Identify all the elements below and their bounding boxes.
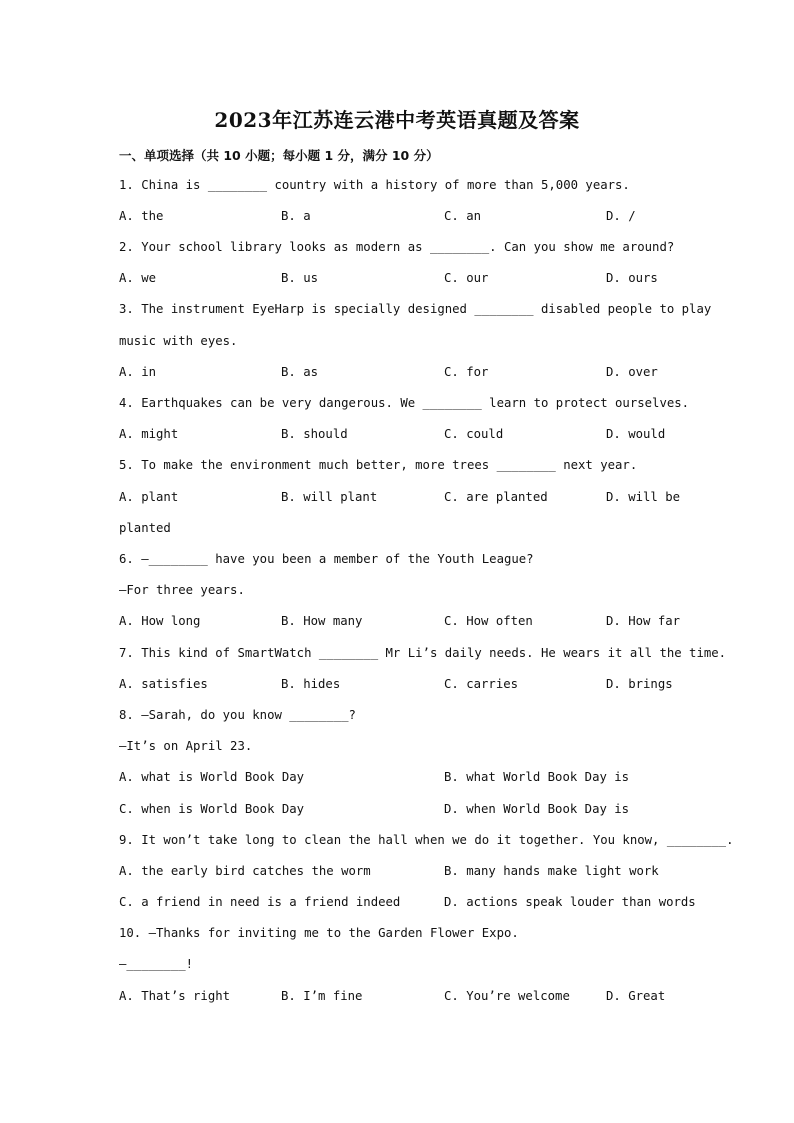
q10-option-d: D. Great: [606, 989, 666, 1003]
q3-option-c: C. for: [444, 365, 489, 379]
q1-option-a: A. the: [119, 209, 164, 223]
q3-option-b: B. as: [281, 365, 319, 379]
q9-option-a: A. the early bird catches the worm: [119, 864, 371, 878]
question-2-stem: 2. Your school library looks as modern as ________. Can you show me around?: [119, 240, 675, 254]
q1-option-d: D. /: [606, 209, 636, 223]
q10-option-b: B. I’m fine: [281, 989, 363, 1003]
question-5-stem: 5. To make the environment much better, more trees ________ next year.: [119, 458, 638, 472]
question-10-reply: —________!: [119, 957, 194, 971]
q6-option-c: C. How often: [444, 614, 533, 628]
q8-option-a: A. what is World Book Day: [119, 770, 305, 784]
q5-option-d: D. will be: [606, 490, 681, 504]
q7-option-c: C. carries: [444, 677, 519, 691]
q5-option-c: C. are planted: [444, 490, 548, 504]
q9-option-c: C. a friend in need is a friend indeed: [119, 895, 401, 909]
section-heading: 一、单项选择（共 10 小题；每小题 1 分，满分 10 分）: [119, 148, 439, 163]
q4-option-b: B. should: [281, 427, 348, 441]
q9-option-d: D. actions speak louder than words: [444, 895, 696, 909]
q10-option-a: A. That’s right: [119, 989, 231, 1003]
q8-option-b: B. what World Book Day is: [444, 770, 630, 784]
q7-option-b: B. hides: [281, 677, 341, 691]
q2-option-b: B. us: [281, 271, 319, 285]
question-3-stem: 3. The instrument EyeHarp is specially designed ________ disabled people to play: [119, 302, 712, 316]
q5-option-d-cont: planted: [119, 521, 171, 535]
q2-option-c: C. our: [444, 271, 489, 285]
q2-option-a: A. we: [119, 271, 157, 285]
question-10-stem: 10. —Thanks for inviting me to the Garden Flower Expo.: [119, 926, 519, 940]
question-4-stem: 4. Earthquakes can be very dangerous. We ________ learn to protect ourselves.: [119, 396, 690, 410]
q4-option-d: D. would: [606, 427, 666, 441]
question-1-stem: 1. China is ________ country with a history of more than 5,000 years.: [119, 178, 630, 192]
q6-option-b: B. How many: [281, 614, 363, 628]
q4-option-c: C. could: [444, 427, 504, 441]
q8-option-d: D. when World Book Day is: [444, 802, 630, 816]
q1-option-c: C. an: [444, 209, 482, 223]
q7-option-a: A. satisfies: [119, 677, 208, 691]
question-6-reply: —For three years.: [119, 583, 245, 597]
q2-option-d: D. ours: [606, 271, 658, 285]
q4-option-a: A. might: [119, 427, 179, 441]
page-title: 2023年江苏连云港中考英语真题及答案: [214, 108, 580, 132]
q3-option-a: A. in: [119, 365, 157, 379]
question-8-stem: 8. —Sarah, do you know ________?: [119, 708, 356, 722]
q6-option-a: A. How long: [119, 614, 201, 628]
q8-option-c: C. when is World Book Day: [119, 802, 305, 816]
question-9-stem: 9. It won’t take long to clean the hall when we do it together. You know, ________.: [119, 833, 734, 847]
q6-option-d: D. How far: [606, 614, 681, 628]
q9-option-b: B. many hands make light work: [444, 864, 659, 878]
question-6-stem: 6. —________ have you been a member of the Youth League?: [119, 552, 534, 566]
q3-option-d: D. over: [606, 365, 658, 379]
q5-option-b: B. will plant: [281, 490, 378, 504]
question-8-reply: —It’s on April 23.: [119, 739, 253, 753]
q5-option-a: A. plant: [119, 490, 179, 504]
q10-option-c: C. You’re welcome: [444, 989, 570, 1003]
question-7-stem: 7. This kind of SmartWatch ________ Mr Li’s daily needs. He wears it all the time.: [119, 646, 727, 660]
q7-option-d: D. brings: [606, 677, 673, 691]
question-3-stem-cont: music with eyes.: [119, 334, 238, 348]
q1-option-b: B. a: [281, 209, 311, 223]
